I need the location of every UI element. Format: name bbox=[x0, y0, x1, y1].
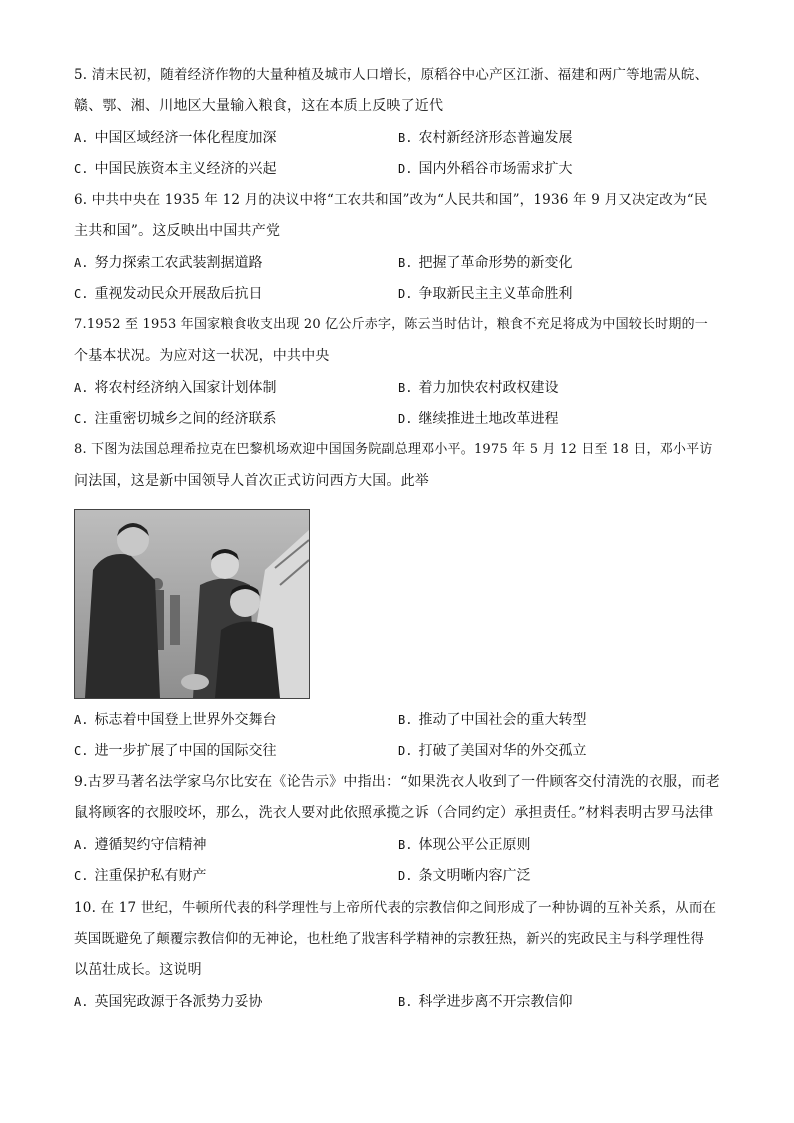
option-letter: A. bbox=[74, 131, 89, 145]
question-number: 8. bbox=[74, 442, 87, 457]
question-10-option-a[interactable] bbox=[74, 992, 262, 1012]
question-5-option-c[interactable] bbox=[74, 159, 276, 179]
question-5-stem-line-2: 赣、鄂、湘、川地区大量输入粮食，这在本质上反映了近代 bbox=[74, 98, 444, 114]
option-text: 重视发动民众开展敌后抗日 bbox=[94, 286, 263, 302]
question-9-stem-line-2: 鼠将顾客的衣服咬坏，那么，洗衣人要对此依照承揽之诉（合同约定）承担责任。”材料表明古罗马法律 bbox=[74, 805, 714, 821]
question-7-option-b[interactable] bbox=[398, 378, 558, 398]
option-letter: B. bbox=[398, 131, 413, 145]
question-6-option-c[interactable] bbox=[74, 284, 262, 304]
question-7-option-d[interactable] bbox=[398, 409, 558, 429]
option-text: 继续推进土地改革进程 bbox=[418, 411, 559, 427]
question-5-option-b[interactable] bbox=[398, 128, 572, 148]
option-text: 条文明晰内容广泛 bbox=[418, 868, 531, 884]
option-letter: C. bbox=[74, 162, 89, 176]
question-number: 7. bbox=[74, 317, 87, 332]
option-text: 中国区域经济一体化程度加深 bbox=[94, 130, 277, 146]
option-text: 国内外稻谷市场需求扩大 bbox=[418, 161, 573, 177]
question-9-option-a[interactable] bbox=[74, 835, 206, 855]
question-7-stem-line-2: 个基本状况。为应对这一状况，中共中央 bbox=[74, 348, 330, 364]
question-10-stem-line-1 bbox=[74, 898, 724, 918]
question-8-option-b[interactable] bbox=[398, 710, 586, 730]
option-text: 科学进步离不开宗教信仰 bbox=[418, 994, 573, 1010]
option-letter: B. bbox=[398, 256, 413, 270]
question-number: 5. bbox=[74, 67, 88, 83]
question-6-option-a[interactable] bbox=[74, 253, 262, 273]
question-9-option-c[interactable] bbox=[74, 866, 206, 886]
option-text: 注重保护私有财产 bbox=[94, 868, 207, 884]
option-text: 标志着中国登上世界外交舞台 bbox=[94, 712, 277, 728]
question-8-option-a[interactable] bbox=[74, 710, 276, 730]
question-5-option-d[interactable] bbox=[398, 159, 572, 179]
question-10-option-b[interactable] bbox=[398, 992, 572, 1012]
historical-photo bbox=[74, 509, 310, 699]
option-text: 努力探索工农武装割据道路 bbox=[94, 255, 263, 271]
question-number: 6. bbox=[74, 192, 88, 208]
option-text: 体现公平公正原则 bbox=[418, 837, 531, 853]
question-9-stem-line-1 bbox=[74, 772, 724, 792]
question-text: 古罗马著名法学家乌尔比安在《论告示》中指出：“如果洗衣人收到了一件顾客交付清洗的衣服，而老 bbox=[87, 774, 720, 790]
question-6-stem-line-2: 主共和国”。这反映出中国共产党 bbox=[74, 223, 281, 239]
option-text: 英国宪政源于各派势力妥协 bbox=[94, 994, 263, 1010]
option-text: 遵循契约守信精神 bbox=[94, 837, 207, 853]
option-text: 注重密切城乡之间的经济联系 bbox=[94, 411, 277, 427]
question-7-option-c[interactable] bbox=[74, 409, 276, 429]
question-8-stem-line-1 bbox=[74, 440, 724, 460]
option-letter: D. bbox=[398, 287, 413, 301]
option-text: 打破了美国对华的外交孤立 bbox=[418, 743, 587, 759]
question-6-option-d[interactable] bbox=[398, 284, 572, 304]
option-letter: D. bbox=[398, 744, 413, 758]
question-6-stem-line-1 bbox=[74, 190, 724, 210]
question-5-option-a[interactable] bbox=[74, 128, 276, 148]
option-text: 进一步扩展了中国的国际交往 bbox=[94, 743, 277, 759]
option-text: 农村新经济形态普遍发展 bbox=[418, 130, 573, 146]
question-number: 9. bbox=[74, 774, 88, 790]
option-text: 把握了革命形势的新变化 bbox=[418, 255, 573, 271]
question-text: 1952 至 1953 年国家粮食收支出现 20 亿公斤赤字，陈云当时估计，粮食不充足将成为中国较长时期的一 bbox=[86, 317, 708, 332]
option-letter: D. bbox=[398, 412, 413, 426]
question-text: 中共中央在 1935 年 12 月的决议中将“工农共和国”改为“人民共和国”，1936 年 9 月又决定改为“民 bbox=[91, 192, 708, 208]
option-letter: A. bbox=[74, 995, 89, 1009]
option-letter: A. bbox=[74, 381, 89, 395]
question-9-option-b[interactable] bbox=[398, 835, 530, 855]
question-9-option-d[interactable] bbox=[398, 866, 530, 886]
question-8-option-c[interactable] bbox=[74, 741, 276, 761]
option-letter: B. bbox=[398, 838, 413, 852]
option-text: 着力加快农村政权建设 bbox=[418, 380, 559, 396]
option-letter: B. bbox=[398, 713, 413, 727]
option-letter: D. bbox=[398, 869, 413, 883]
option-letter: C. bbox=[74, 287, 89, 301]
option-text: 推动了中国社会的重大转型 bbox=[418, 712, 587, 728]
question-8-stem-line-2: 问法国，这是新中国领导人首次正式访问西方大国。此举 bbox=[74, 473, 429, 489]
question-text: 下图为法国总理希拉克在巴黎机场欢迎中国国务院副总理邓小平。1975 年 5 月 12 日至 18 日，邓小平访 bbox=[91, 442, 713, 457]
option-letter: C. bbox=[74, 412, 89, 426]
option-text: 将农村经济纳入国家计划体制 bbox=[94, 380, 277, 396]
question-text: 在 17 世纪，牛顿所代表的科学理性与上帝所代表的宗教信仰之间形成了一种协调的互补关系，从而在 bbox=[100, 900, 717, 916]
option-letter: A. bbox=[74, 256, 89, 270]
question-10-stem-line-3: 以茁壮成长。这说明 bbox=[74, 962, 202, 978]
option-letter: A. bbox=[74, 713, 89, 727]
option-letter: B. bbox=[398, 995, 413, 1009]
question-text: 清末民初，随着经济作物的大量种植及城市人口增长，原稻谷中心产区江浙、福建和两广等地需从皖、 bbox=[91, 67, 709, 83]
option-letter: D. bbox=[398, 162, 413, 176]
option-letter: B. bbox=[398, 381, 413, 395]
option-text: 中国民族资本主义经济的兴起 bbox=[94, 161, 277, 177]
option-letter: A. bbox=[74, 838, 89, 852]
question-8-option-d[interactable] bbox=[398, 741, 586, 761]
option-text: 争取新民主主义革命胜利 bbox=[418, 286, 573, 302]
question-7-stem-line-1 bbox=[74, 315, 724, 335]
photo-illustration bbox=[75, 510, 309, 698]
question-6-option-b[interactable] bbox=[398, 253, 572, 273]
option-letter: C. bbox=[74, 744, 89, 758]
option-letter: C. bbox=[74, 869, 89, 883]
question-5-stem-line-1 bbox=[74, 65, 724, 85]
question-10-stem-line-2: 英国既避免了颠覆宗教信仰的无神论，也杜绝了戕害科学精神的宗教狂热，新兴的宪政民主与科学理性得 bbox=[74, 931, 705, 947]
question-7-option-a[interactable] bbox=[74, 378, 276, 398]
question-number: 10. bbox=[74, 900, 97, 916]
